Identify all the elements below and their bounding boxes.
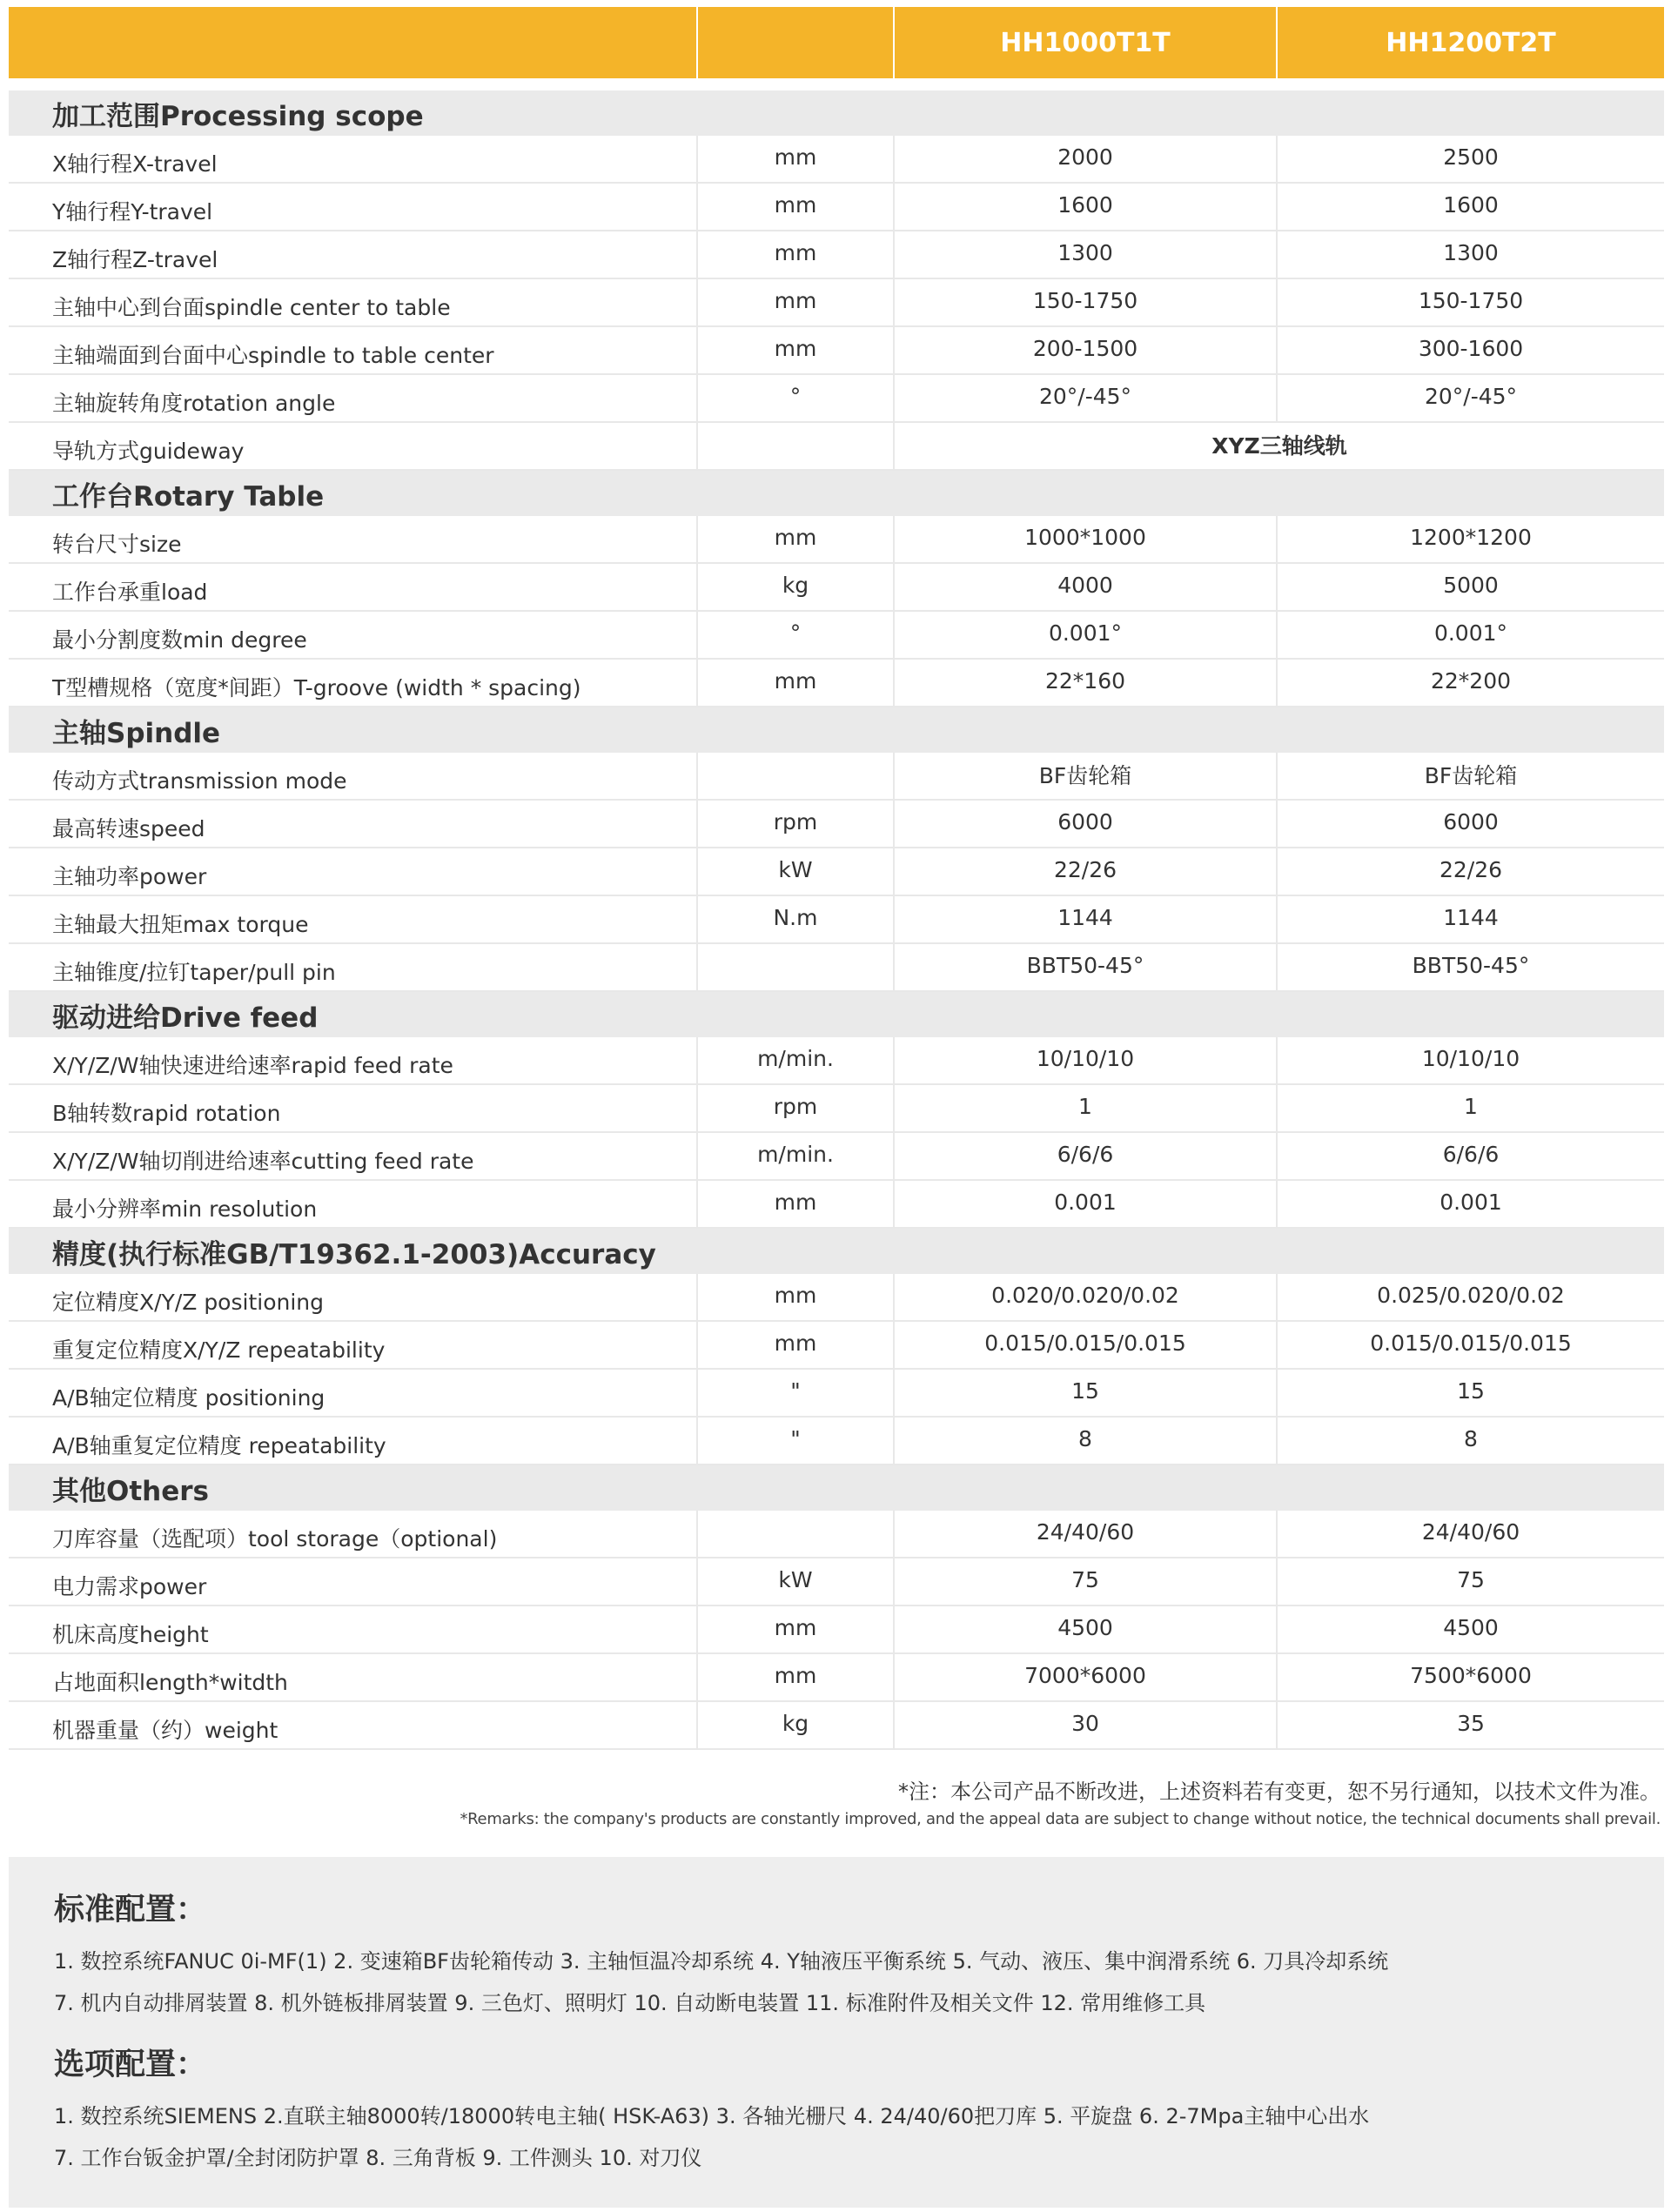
param-unit: " (696, 1418, 893, 1464)
param-value-model-1: BBT50-45° (893, 944, 1276, 990)
param-value-model-1: 22/26 (893, 848, 1276, 895)
param-name: 最小分辨率min resolution (52, 1196, 318, 1222)
param-value-model-2: 1600 (1276, 184, 1664, 230)
param-value-model-2: 150-1750 (1276, 279, 1664, 325)
section-header: 加工范围Processing scope (9, 90, 1664, 136)
param-value-model-1: 75 (893, 1558, 1276, 1605)
table-row (9, 1181, 1664, 1229)
param-value-model-1: 7000*6000 (893, 1654, 1276, 1700)
param-unit: mm (696, 136, 893, 182)
table-row (9, 1037, 1664, 1085)
table-row (9, 516, 1664, 564)
param-value-model-2: 0.001 (1276, 1181, 1664, 1227)
table-row (9, 1322, 1664, 1370)
param-name: 刀库容量（选配项）tool storage（optional) (52, 1525, 498, 1552)
param-name: 主轴旋转角度rotation angle (52, 390, 336, 416)
param-name: 占地面积length*witdth (52, 1669, 288, 1695)
param-name: 重复定位精度X/Y/Z repeatability (52, 1337, 386, 1363)
table-row (9, 1511, 1664, 1558)
table-row (9, 564, 1664, 612)
param-value-model-2: 10/10/10 (1276, 1037, 1664, 1083)
note-cn: *注：本公司产品不断改进，上述资料若有变更，恕不另行通知，以技术文件为准。 (898, 1780, 1661, 1804)
param-value-model-2: 35 (1276, 1702, 1664, 1748)
table-row (9, 423, 1664, 471)
param-name: 主轴中心到台面spindle center to table (52, 294, 451, 320)
param-unit: kW (696, 1558, 893, 1605)
param-value-model-2: 75 (1276, 1558, 1664, 1605)
param-value-merged: XYZ三轴线轨 (893, 423, 1664, 469)
param-name: 主轴锥度/拉钉taper/pull pin (52, 959, 336, 985)
param-name: Z轴行程Z-travel (52, 246, 218, 272)
param-value-model-1: 22*160 (893, 660, 1276, 706)
param-value-model-2: 22/26 (1276, 848, 1664, 895)
table-header (9, 7, 1664, 78)
param-unit (696, 1511, 893, 1557)
param-unit: m/min. (696, 1133, 893, 1179)
param-value-model-2: 1300 (1276, 231, 1664, 278)
section-header: 驱动进给Drive feed (9, 992, 1664, 1037)
param-unit: mm (696, 1606, 893, 1652)
optional-config-line-2: 7. 工作台钣金护罩/全封闭防护罩 8. 三角背板 9. 工件测头 10. 对刀仪 (54, 2146, 702, 2170)
param-name: 最小分割度数min degree (52, 627, 307, 653)
section-header: 其他Others (9, 1465, 1664, 1511)
param-name: 传动方式transmission mode (52, 767, 347, 794)
section-header: 工作台Rotary Table (9, 471, 1664, 516)
param-value-model-1: 24/40/60 (893, 1511, 1276, 1557)
param-value-model-2: 6/6/6 (1276, 1133, 1664, 1179)
param-unit: kg (696, 564, 893, 610)
param-value-model-1: 4500 (893, 1606, 1276, 1652)
param-value-model-1: 15 (893, 1370, 1276, 1416)
param-unit: mm (696, 1274, 893, 1320)
spec-page (9, 7, 1664, 1828)
param-value-model-2: 1 (1276, 1085, 1664, 1131)
param-unit: mm (696, 327, 893, 373)
table-row (9, 1085, 1664, 1133)
param-value-model-1: 150-1750 (893, 279, 1276, 325)
param-value-model-1: 0.001 (893, 1181, 1276, 1227)
param-value-model-2: 8 (1276, 1418, 1664, 1464)
table-row (9, 1370, 1664, 1418)
param-unit: mm (696, 660, 893, 706)
param-value-model-2: 24/40/60 (1276, 1511, 1664, 1557)
param-name: 导轨方式guideway (52, 438, 245, 464)
param-unit: mm (696, 279, 893, 325)
param-name: 机床高度height (52, 1621, 209, 1647)
param-unit: mm (696, 1322, 893, 1368)
param-name: 电力需求power (52, 1573, 207, 1599)
param-name: A/B轴重复定位精度 repeatability (52, 1432, 386, 1458)
param-name: A/B轴定位精度 positioning (52, 1384, 325, 1411)
param-name: 主轴最大扭矩max torque (52, 911, 309, 937)
param-unit (696, 423, 893, 469)
param-value-model-2: 1144 (1276, 896, 1664, 942)
table-row (9, 753, 1664, 801)
param-value-model-1: 1 (893, 1085, 1276, 1131)
table-row (9, 1274, 1664, 1322)
spec-table-body (9, 90, 1664, 1750)
configuration-panel (9, 1857, 1664, 2208)
param-name: B轴转数rapid rotation (52, 1100, 281, 1126)
param-unit: mm (696, 184, 893, 230)
param-name: X轴行程X-travel (52, 151, 218, 177)
param-value-model-2: 5000 (1276, 564, 1664, 610)
param-value-model-2: 6000 (1276, 801, 1664, 847)
param-value-model-2: 7500*6000 (1276, 1654, 1664, 1700)
table-row (9, 1418, 1664, 1465)
header-blank-2 (696, 7, 893, 78)
param-value-model-2: 20°/-45° (1276, 375, 1664, 421)
optional-config-line-1: 1. 数控系统SIEMENS 2.直联主轴8000转/18000转电主轴( HSK-A63) 3. 各轴光栅尺 4. 24/40/60把刀库 5. 平旋盘 6. 2-7Mpa主轴中心出水 (54, 2104, 1370, 2128)
param-unit: mm (696, 1181, 893, 1227)
param-unit: N.m (696, 896, 893, 942)
param-unit: m/min. (696, 1037, 893, 1083)
table-row (9, 1654, 1664, 1702)
param-name: 机器重量（约）weight (52, 1717, 278, 1743)
table-row (9, 944, 1664, 992)
param-unit: ° (696, 375, 893, 421)
optional-config-title: 选项配置： (54, 2048, 207, 2082)
param-unit: rpm (696, 1085, 893, 1131)
param-name: 主轴功率power (52, 863, 207, 889)
table-row (9, 1558, 1664, 1606)
param-unit: kg (696, 1702, 893, 1748)
param-value-model-1: 8 (893, 1418, 1276, 1464)
table-row (9, 660, 1664, 707)
param-value-model-1: 1144 (893, 896, 1276, 942)
param-value-model-1: BF齿轮箱 (893, 753, 1276, 799)
param-name: 主轴端面到台面中心spindle to table center (52, 342, 494, 368)
table-row (9, 848, 1664, 896)
table-row (9, 375, 1664, 423)
table-row (9, 184, 1664, 231)
param-value-model-1: 10/10/10 (893, 1037, 1276, 1083)
param-value-model-2: 0.015/0.015/0.015 (1276, 1322, 1664, 1368)
param-value-model-1: 1600 (893, 184, 1276, 230)
param-value-model-2: 15 (1276, 1370, 1664, 1416)
param-unit: kW (696, 848, 893, 895)
standard-config-line-1: 1. 数控系统FANUC 0i-MF(1) 2. 变速箱BF齿轮箱传动 3. 主轴恒温冷却系统 4. Y轴液压平衡系统 5. 气动、液压、集中润滑系统 6. 刀具冷却系统 (54, 1949, 1389, 1974)
param-value-model-1: 0.015/0.015/0.015 (893, 1322, 1276, 1368)
param-unit: " (696, 1370, 893, 1416)
param-value-model-2: 0.025/0.020/0.02 (1276, 1274, 1664, 1320)
param-name: X/Y/Z/W轴快速进给速率rapid feed rate (52, 1052, 453, 1078)
table-row (9, 231, 1664, 279)
header-gap (9, 78, 1664, 90)
table-row (9, 1606, 1664, 1654)
param-name: 最高转速speed (52, 815, 205, 841)
param-value-model-2: 4500 (1276, 1606, 1664, 1652)
param-name: 工作台承重load (52, 579, 208, 605)
param-name: 转台尺寸size (52, 531, 182, 557)
param-value-model-2: 0.001° (1276, 612, 1664, 658)
param-value-model-1: 200-1500 (893, 327, 1276, 373)
param-unit: mm (696, 1654, 893, 1700)
section-header: 精度(执行标准GB/T19362.1-2003)Accuracy (9, 1229, 1664, 1274)
table-row (9, 327, 1664, 375)
table-row (9, 136, 1664, 184)
table-row (9, 1133, 1664, 1181)
param-value-model-1: 4000 (893, 564, 1276, 610)
param-name: X/Y/Z/W轴切削进给速率cutting feed rate (52, 1148, 474, 1174)
param-value-model-1: 0.020/0.020/0.02 (893, 1274, 1276, 1320)
note-en: *Remarks: the company's products are constantly improved, and the appeal data are subject to change without notice, the technical documents shall prevail. (460, 1810, 1661, 1828)
table-row (9, 1702, 1664, 1750)
param-value-model-2: 2500 (1276, 136, 1664, 182)
param-value-model-1: 30 (893, 1702, 1276, 1748)
param-value-model-1: 6/6/6 (893, 1133, 1276, 1179)
header-model-2: HH1200T2T (1276, 7, 1664, 78)
standard-config-title: 标准配置： (54, 1893, 207, 1927)
table-row (9, 279, 1664, 327)
param-name: Y轴行程Y-travel (52, 198, 213, 225)
param-value-model-1: 1000*1000 (893, 516, 1276, 562)
standard-config-line-2: 7. 机内自动排屑装置 8. 机外链板排屑装置 9. 三色灯、照明灯 10. 自动断电装置 11. 标准附件及相关文件 12. 常用维修工具 (54, 1991, 1206, 2015)
param-name: T型槽规格（宽度*间距）T-groove (width * spacing) (52, 674, 581, 700)
param-value-model-2: BF齿轮箱 (1276, 753, 1664, 799)
header-blank-1 (9, 7, 696, 78)
table-row (9, 896, 1664, 944)
param-unit: ° (696, 612, 893, 658)
param-value-model-2: 22*200 (1276, 660, 1664, 706)
table-row (9, 801, 1664, 848)
header-model-1: HH1000T1T (893, 7, 1276, 78)
section-header: 主轴Spindle (9, 707, 1664, 753)
param-unit (696, 753, 893, 799)
param-value-model-1: 1300 (893, 231, 1276, 278)
param-unit: rpm (696, 801, 893, 847)
param-value-model-1: 20°/-45° (893, 375, 1276, 421)
param-value-model-1: 0.001° (893, 612, 1276, 658)
param-name: 定位精度X/Y/Z positioning (52, 1289, 324, 1315)
param-value-model-1: 2000 (893, 136, 1276, 182)
param-unit: mm (696, 516, 893, 562)
param-value-model-2: 300-1600 (1276, 327, 1664, 373)
param-value-model-2: BBT50-45° (1276, 944, 1664, 990)
param-unit (696, 944, 893, 990)
param-value-model-1: 6000 (893, 801, 1276, 847)
param-value-model-2: 1200*1200 (1276, 516, 1664, 562)
param-unit: mm (696, 231, 893, 278)
table-row (9, 612, 1664, 660)
